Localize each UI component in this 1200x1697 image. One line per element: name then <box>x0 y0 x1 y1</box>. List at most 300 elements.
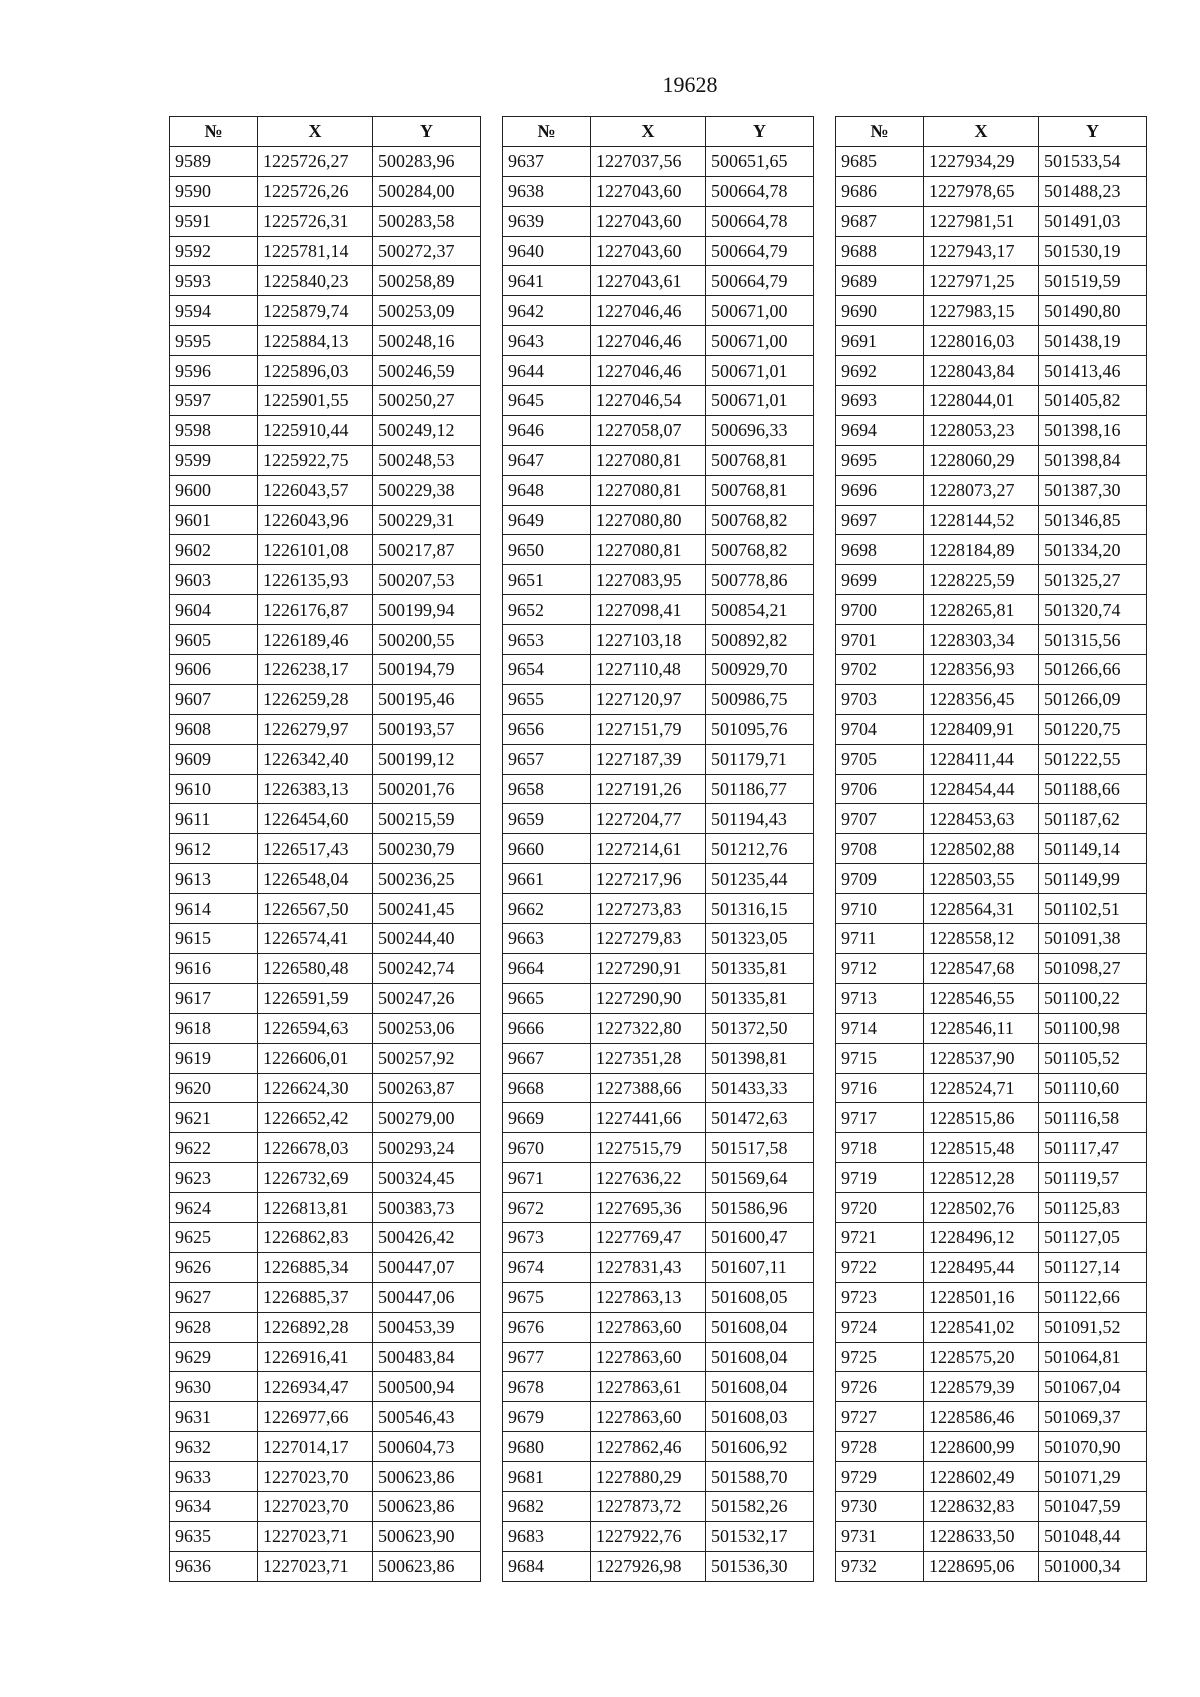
table-row <box>170 744 481 774</box>
cell-number: 9659 <box>503 804 591 834</box>
cell-x: 1227978,65 <box>924 176 1039 206</box>
table-row <box>503 356 814 386</box>
cell-number: 9630 <box>170 1372 258 1402</box>
cell-number: 9720 <box>836 1193 924 1223</box>
table-row <box>170 1551 481 1581</box>
cell-x: 1227351,28 <box>591 1043 706 1073</box>
cell-x: 1228073,27 <box>924 475 1039 505</box>
cell-x: 1228144,52 <box>924 505 1039 535</box>
cell-y: 501266,66 <box>1039 655 1147 685</box>
cell-number: 9634 <box>170 1491 258 1521</box>
cell-y: 501607,11 <box>706 1252 814 1282</box>
cell-y: 500546,43 <box>373 1402 481 1432</box>
cell-number: 9682 <box>503 1491 591 1521</box>
table-row <box>170 236 481 266</box>
cell-number: 9668 <box>503 1073 591 1103</box>
table-row <box>503 834 814 864</box>
cell-number: 9731 <box>836 1521 924 1551</box>
cell-x: 1226567,50 <box>258 894 373 924</box>
cell-y: 501119,57 <box>1039 1163 1147 1193</box>
cell-x: 1228043,84 <box>924 356 1039 386</box>
table-row <box>170 1521 481 1551</box>
table-header-row <box>503 117 814 147</box>
cell-y: 501600,47 <box>706 1222 814 1252</box>
cell-y: 500246,59 <box>373 356 481 386</box>
cell-x: 1226580,48 <box>258 953 373 983</box>
cell-y: 500253,09 <box>373 296 481 326</box>
cell-y: 500236,25 <box>373 864 481 894</box>
table-row <box>503 1432 814 1462</box>
cell-x: 1226259,28 <box>258 684 373 714</box>
cell-number: 9670 <box>503 1133 591 1163</box>
table-row <box>836 386 1147 416</box>
cell-number: 9725 <box>836 1342 924 1372</box>
cell-number: 9667 <box>503 1043 591 1073</box>
cell-number: 9614 <box>170 894 258 924</box>
table-row <box>170 625 481 655</box>
cell-y: 500200,55 <box>373 625 481 655</box>
cell-number: 9729 <box>836 1462 924 1492</box>
cell-y: 501323,05 <box>706 924 814 954</box>
cell-x: 1227120,97 <box>591 684 706 714</box>
cell-y: 500768,81 <box>706 475 814 505</box>
table-header-row <box>836 117 1147 147</box>
cell-x: 1227862,46 <box>591 1432 706 1462</box>
cell-y: 500199,94 <box>373 595 481 625</box>
cell-number: 9622 <box>170 1133 258 1163</box>
cell-y: 501532,17 <box>706 1521 814 1551</box>
cell-y: 500768,82 <box>706 535 814 565</box>
table-row <box>503 236 814 266</box>
table-row <box>503 983 814 1013</box>
cell-number: 9631 <box>170 1402 258 1432</box>
table-row <box>836 864 1147 894</box>
cell-y: 500194,79 <box>373 655 481 685</box>
cell-y: 500195,46 <box>373 684 481 714</box>
cell-number: 9648 <box>503 475 591 505</box>
cell-x: 1227934,29 <box>924 146 1039 176</box>
cell-y: 501194,43 <box>706 804 814 834</box>
cell-number: 9645 <box>503 386 591 416</box>
table-row <box>836 744 1147 774</box>
table-body <box>170 146 481 1581</box>
cell-number: 9650 <box>503 535 591 565</box>
table-row <box>170 206 481 236</box>
coordinates-table-3 <box>835 116 1147 1582</box>
table-row <box>170 296 481 326</box>
table-row <box>836 894 1147 924</box>
cell-number: 9685 <box>836 146 924 176</box>
cell-number: 9719 <box>836 1163 924 1193</box>
table-row <box>836 1163 1147 1193</box>
cell-x: 1227926,98 <box>591 1551 706 1581</box>
table-row <box>836 804 1147 834</box>
cell-y: 500500,94 <box>373 1372 481 1402</box>
cell-x: 1228537,90 <box>924 1043 1039 1073</box>
table-row <box>836 356 1147 386</box>
cell-x: 1227043,60 <box>591 206 706 236</box>
table-row <box>503 296 814 326</box>
cell-number: 9632 <box>170 1432 258 1462</box>
cell-x: 1227863,61 <box>591 1372 706 1402</box>
table-row <box>170 1462 481 1492</box>
table-row <box>503 744 814 774</box>
cell-x: 1228579,39 <box>924 1372 1039 1402</box>
table-row <box>170 1432 481 1462</box>
table-row <box>836 445 1147 475</box>
cell-number: 9696 <box>836 475 924 505</box>
cell-x: 1227103,18 <box>591 625 706 655</box>
cell-y: 500324,45 <box>373 1163 481 1193</box>
cell-number: 9680 <box>503 1432 591 1462</box>
cell-x: 1227023,71 <box>258 1551 373 1581</box>
cell-number: 9675 <box>503 1282 591 1312</box>
cell-y: 501325,27 <box>1039 565 1147 595</box>
cell-number: 9708 <box>836 834 924 864</box>
table-row <box>836 1222 1147 1252</box>
table-row <box>836 1342 1147 1372</box>
table-row <box>503 1372 814 1402</box>
table-row <box>170 1372 481 1402</box>
table-row <box>170 146 481 176</box>
cell-x: 1226862,83 <box>258 1222 373 1252</box>
table-row <box>836 924 1147 954</box>
cell-number: 9610 <box>170 774 258 804</box>
cell-y: 501569,64 <box>706 1163 814 1193</box>
table-row <box>170 684 481 714</box>
cell-y: 500248,53 <box>373 445 481 475</box>
cell-x: 1228265,81 <box>924 595 1039 625</box>
cell-number: 9728 <box>836 1432 924 1462</box>
cell-x: 1228512,28 <box>924 1163 1039 1193</box>
cell-x: 1227981,51 <box>924 206 1039 236</box>
cell-number: 9662 <box>503 894 591 924</box>
cell-number: 9598 <box>170 415 258 445</box>
cell-number: 9609 <box>170 744 258 774</box>
cell-y: 501413,46 <box>1039 356 1147 386</box>
cell-y: 501320,74 <box>1039 595 1147 625</box>
cell-number: 9681 <box>503 1462 591 1492</box>
table-row <box>503 1133 814 1163</box>
cell-number: 9712 <box>836 953 924 983</box>
table-row <box>503 1103 814 1133</box>
cell-x: 1226606,01 <box>258 1043 373 1073</box>
table-row <box>170 326 481 356</box>
cell-y: 500623,86 <box>373 1491 481 1521</box>
header-number: № <box>503 117 591 147</box>
table-row <box>836 774 1147 804</box>
table-row <box>170 176 481 206</box>
table-row <box>503 684 814 714</box>
table-row <box>836 296 1147 326</box>
cell-x: 1225840,23 <box>258 266 373 296</box>
table-row <box>503 1163 814 1193</box>
cell-x: 1227214,61 <box>591 834 706 864</box>
table-row <box>836 1013 1147 1043</box>
cell-y: 500229,38 <box>373 475 481 505</box>
cell-y: 500283,58 <box>373 206 481 236</box>
cell-y: 500854,21 <box>706 595 814 625</box>
cell-y: 501608,03 <box>706 1402 814 1432</box>
cell-x: 1226885,34 <box>258 1252 373 1282</box>
cell-y: 500272,37 <box>373 236 481 266</box>
cell-number: 9688 <box>836 236 924 266</box>
cell-x: 1227515,79 <box>591 1133 706 1163</box>
cell-y: 501095,76 <box>706 714 814 744</box>
cell-number: 9651 <box>503 565 591 595</box>
cell-x: 1228225,59 <box>924 565 1039 595</box>
cell-y: 501122,66 <box>1039 1282 1147 1312</box>
cell-y: 501335,81 <box>706 983 814 1013</box>
cell-number: 9713 <box>836 983 924 1013</box>
cell-y: 500217,87 <box>373 535 481 565</box>
cell-number: 9700 <box>836 595 924 625</box>
cell-y: 501212,76 <box>706 834 814 864</box>
cell-x: 1227080,81 <box>591 535 706 565</box>
cell-number: 9660 <box>503 834 591 864</box>
table-row <box>170 266 481 296</box>
cell-y: 500483,84 <box>373 1342 481 1372</box>
table-row <box>836 565 1147 595</box>
table-row <box>503 924 814 954</box>
cell-x: 1227388,66 <box>591 1073 706 1103</box>
cell-x: 1228632,83 <box>924 1491 1039 1521</box>
cell-number: 9703 <box>836 684 924 714</box>
cell-number: 9690 <box>836 296 924 326</box>
cell-x: 1227290,91 <box>591 953 706 983</box>
cell-number: 9726 <box>836 1372 924 1402</box>
cell-number: 9602 <box>170 535 258 565</box>
cell-number: 9718 <box>836 1133 924 1163</box>
cell-number: 9600 <box>170 475 258 505</box>
table-row <box>503 475 814 505</box>
cell-y: 501064,81 <box>1039 1342 1147 1372</box>
table-row <box>170 595 481 625</box>
cell-x: 1226548,04 <box>258 864 373 894</box>
table-row <box>503 146 814 176</box>
cell-y: 500284,00 <box>373 176 481 206</box>
cell-x: 1228586,46 <box>924 1402 1039 1432</box>
table-row <box>836 1103 1147 1133</box>
cell-x: 1228356,93 <box>924 655 1039 685</box>
table-row <box>503 1073 814 1103</box>
cell-x: 1228633,50 <box>924 1521 1039 1551</box>
cell-number: 9666 <box>503 1013 591 1043</box>
cell-y: 500671,00 <box>706 326 814 356</box>
cell-x: 1227043,60 <box>591 236 706 266</box>
cell-x: 1227023,71 <box>258 1521 373 1551</box>
cell-x: 1226591,59 <box>258 983 373 1013</box>
cell-x: 1228060,29 <box>924 445 1039 475</box>
cell-number: 9732 <box>836 1551 924 1581</box>
table-body <box>503 146 814 1581</box>
cell-x: 1227204,77 <box>591 804 706 834</box>
cell-x: 1227083,95 <box>591 565 706 595</box>
cell-y: 501586,96 <box>706 1193 814 1223</box>
cell-x: 1228515,48 <box>924 1133 1039 1163</box>
table-row <box>836 206 1147 236</box>
cell-number: 9625 <box>170 1222 258 1252</box>
table-row <box>836 684 1147 714</box>
cell-x: 1227290,90 <box>591 983 706 1013</box>
cell-x: 1226342,40 <box>258 744 373 774</box>
cell-y: 500664,78 <box>706 176 814 206</box>
cell-x: 1227863,60 <box>591 1312 706 1342</box>
table-row <box>503 505 814 535</box>
cell-number: 9657 <box>503 744 591 774</box>
cell-number: 9715 <box>836 1043 924 1073</box>
cell-x: 1225726,31 <box>258 206 373 236</box>
cell-x: 1227863,13 <box>591 1282 706 1312</box>
cell-number: 9694 <box>836 415 924 445</box>
header-number: № <box>170 117 258 147</box>
cell-x: 1227080,81 <box>591 475 706 505</box>
cell-number: 9606 <box>170 655 258 685</box>
cell-y: 500229,31 <box>373 505 481 535</box>
table-row <box>503 1043 814 1073</box>
cell-y: 500242,74 <box>373 953 481 983</box>
table-row <box>503 1193 814 1223</box>
header-y: Y <box>706 117 814 147</box>
table-row <box>836 625 1147 655</box>
cell-x: 1227191,26 <box>591 774 706 804</box>
cell-x: 1226885,37 <box>258 1282 373 1312</box>
cell-y: 501405,82 <box>1039 386 1147 416</box>
table-row <box>170 1252 481 1282</box>
cell-y: 501398,84 <box>1039 445 1147 475</box>
cell-number: 9701 <box>836 625 924 655</box>
cell-x: 1227187,39 <box>591 744 706 774</box>
cell-number: 9669 <box>503 1103 591 1133</box>
cell-x: 1227217,96 <box>591 864 706 894</box>
cell-x: 1227046,46 <box>591 326 706 356</box>
table-row <box>836 1043 1147 1073</box>
cell-number: 9626 <box>170 1252 258 1282</box>
cell-number: 9635 <box>170 1521 258 1551</box>
cell-y: 500215,59 <box>373 804 481 834</box>
cell-y: 501491,03 <box>1039 206 1147 236</box>
cell-y: 500671,01 <box>706 386 814 416</box>
cell-x: 1228411,44 <box>924 744 1039 774</box>
cell-x: 1227046,54 <box>591 386 706 416</box>
cell-y: 501582,26 <box>706 1491 814 1521</box>
cell-x: 1228524,71 <box>924 1073 1039 1103</box>
cell-y: 500696,33 <box>706 415 814 445</box>
cell-y: 501187,62 <box>1039 804 1147 834</box>
table-row <box>503 1222 814 1252</box>
cell-number: 9599 <box>170 445 258 475</box>
table-row <box>170 445 481 475</box>
table-row <box>503 655 814 685</box>
cell-y: 500651,65 <box>706 146 814 176</box>
header-x: X <box>258 117 373 147</box>
table-row <box>503 176 814 206</box>
cell-y: 501606,92 <box>706 1432 814 1462</box>
cell-x: 1226454,60 <box>258 804 373 834</box>
cell-x: 1228409,91 <box>924 714 1039 744</box>
cell-y: 501110,60 <box>1039 1073 1147 1103</box>
table-row <box>170 505 481 535</box>
cell-number: 9676 <box>503 1312 591 1342</box>
cell-x: 1225879,74 <box>258 296 373 326</box>
cell-y: 501100,98 <box>1039 1013 1147 1043</box>
cell-y: 501179,71 <box>706 744 814 774</box>
table-row <box>170 1491 481 1521</box>
cell-number: 9615 <box>170 924 258 954</box>
cell-y: 500249,12 <box>373 415 481 445</box>
table-row <box>836 953 1147 983</box>
cell-number: 9605 <box>170 625 258 655</box>
cell-number: 9629 <box>170 1342 258 1372</box>
cell-number: 9686 <box>836 176 924 206</box>
table-row <box>503 445 814 475</box>
table-row <box>170 386 481 416</box>
table-row <box>170 1163 481 1193</box>
header-y: Y <box>1039 117 1147 147</box>
cell-x: 1226813,81 <box>258 1193 373 1223</box>
cell-number: 9693 <box>836 386 924 416</box>
cell-x: 1228502,76 <box>924 1193 1039 1223</box>
cell-y: 500244,40 <box>373 924 481 954</box>
cell-x: 1226892,28 <box>258 1312 373 1342</box>
cell-x: 1228454,44 <box>924 774 1039 804</box>
cell-y: 501098,27 <box>1039 953 1147 983</box>
cell-y: 501102,51 <box>1039 894 1147 924</box>
cell-number: 9721 <box>836 1222 924 1252</box>
table-row <box>503 774 814 804</box>
table-row <box>836 266 1147 296</box>
cell-y: 500426,42 <box>373 1222 481 1252</box>
cell-y: 500447,06 <box>373 1282 481 1312</box>
table-row <box>503 1402 814 1432</box>
cell-x: 1225726,26 <box>258 176 373 206</box>
table-row <box>503 1342 814 1372</box>
header-x: X <box>924 117 1039 147</box>
table-row <box>503 714 814 744</box>
cell-number: 9684 <box>503 1551 591 1581</box>
cell-number: 9706 <box>836 774 924 804</box>
cell-x: 1227863,60 <box>591 1402 706 1432</box>
cell-x: 1228053,23 <box>924 415 1039 445</box>
table-row <box>170 804 481 834</box>
cell-number: 9661 <box>503 864 591 894</box>
cell-x: 1226135,93 <box>258 565 373 595</box>
cell-y: 500929,70 <box>706 655 814 685</box>
cell-x: 1226043,96 <box>258 505 373 535</box>
table-row <box>170 655 481 685</box>
cell-number: 9595 <box>170 326 258 356</box>
cell-x: 1228303,34 <box>924 625 1039 655</box>
cell-number: 9656 <box>503 714 591 744</box>
cell-x: 1226043,57 <box>258 475 373 505</box>
cell-x: 1225896,03 <box>258 356 373 386</box>
cell-x: 1228502,88 <box>924 834 1039 864</box>
cell-y: 501222,55 <box>1039 744 1147 774</box>
cell-x: 1225884,13 <box>258 326 373 356</box>
cell-number: 9695 <box>836 445 924 475</box>
table-row <box>170 983 481 1013</box>
cell-number: 9654 <box>503 655 591 685</box>
cell-x: 1225910,44 <box>258 415 373 445</box>
coordinates-table-2 <box>502 116 814 1582</box>
cell-y: 500623,90 <box>373 1521 481 1551</box>
table-row <box>503 1462 814 1492</box>
cell-number: 9636 <box>170 1551 258 1581</box>
cell-y: 501266,09 <box>1039 684 1147 714</box>
cell-number: 9619 <box>170 1043 258 1073</box>
cell-number: 9642 <box>503 296 591 326</box>
cell-y: 501071,29 <box>1039 1462 1147 1492</box>
